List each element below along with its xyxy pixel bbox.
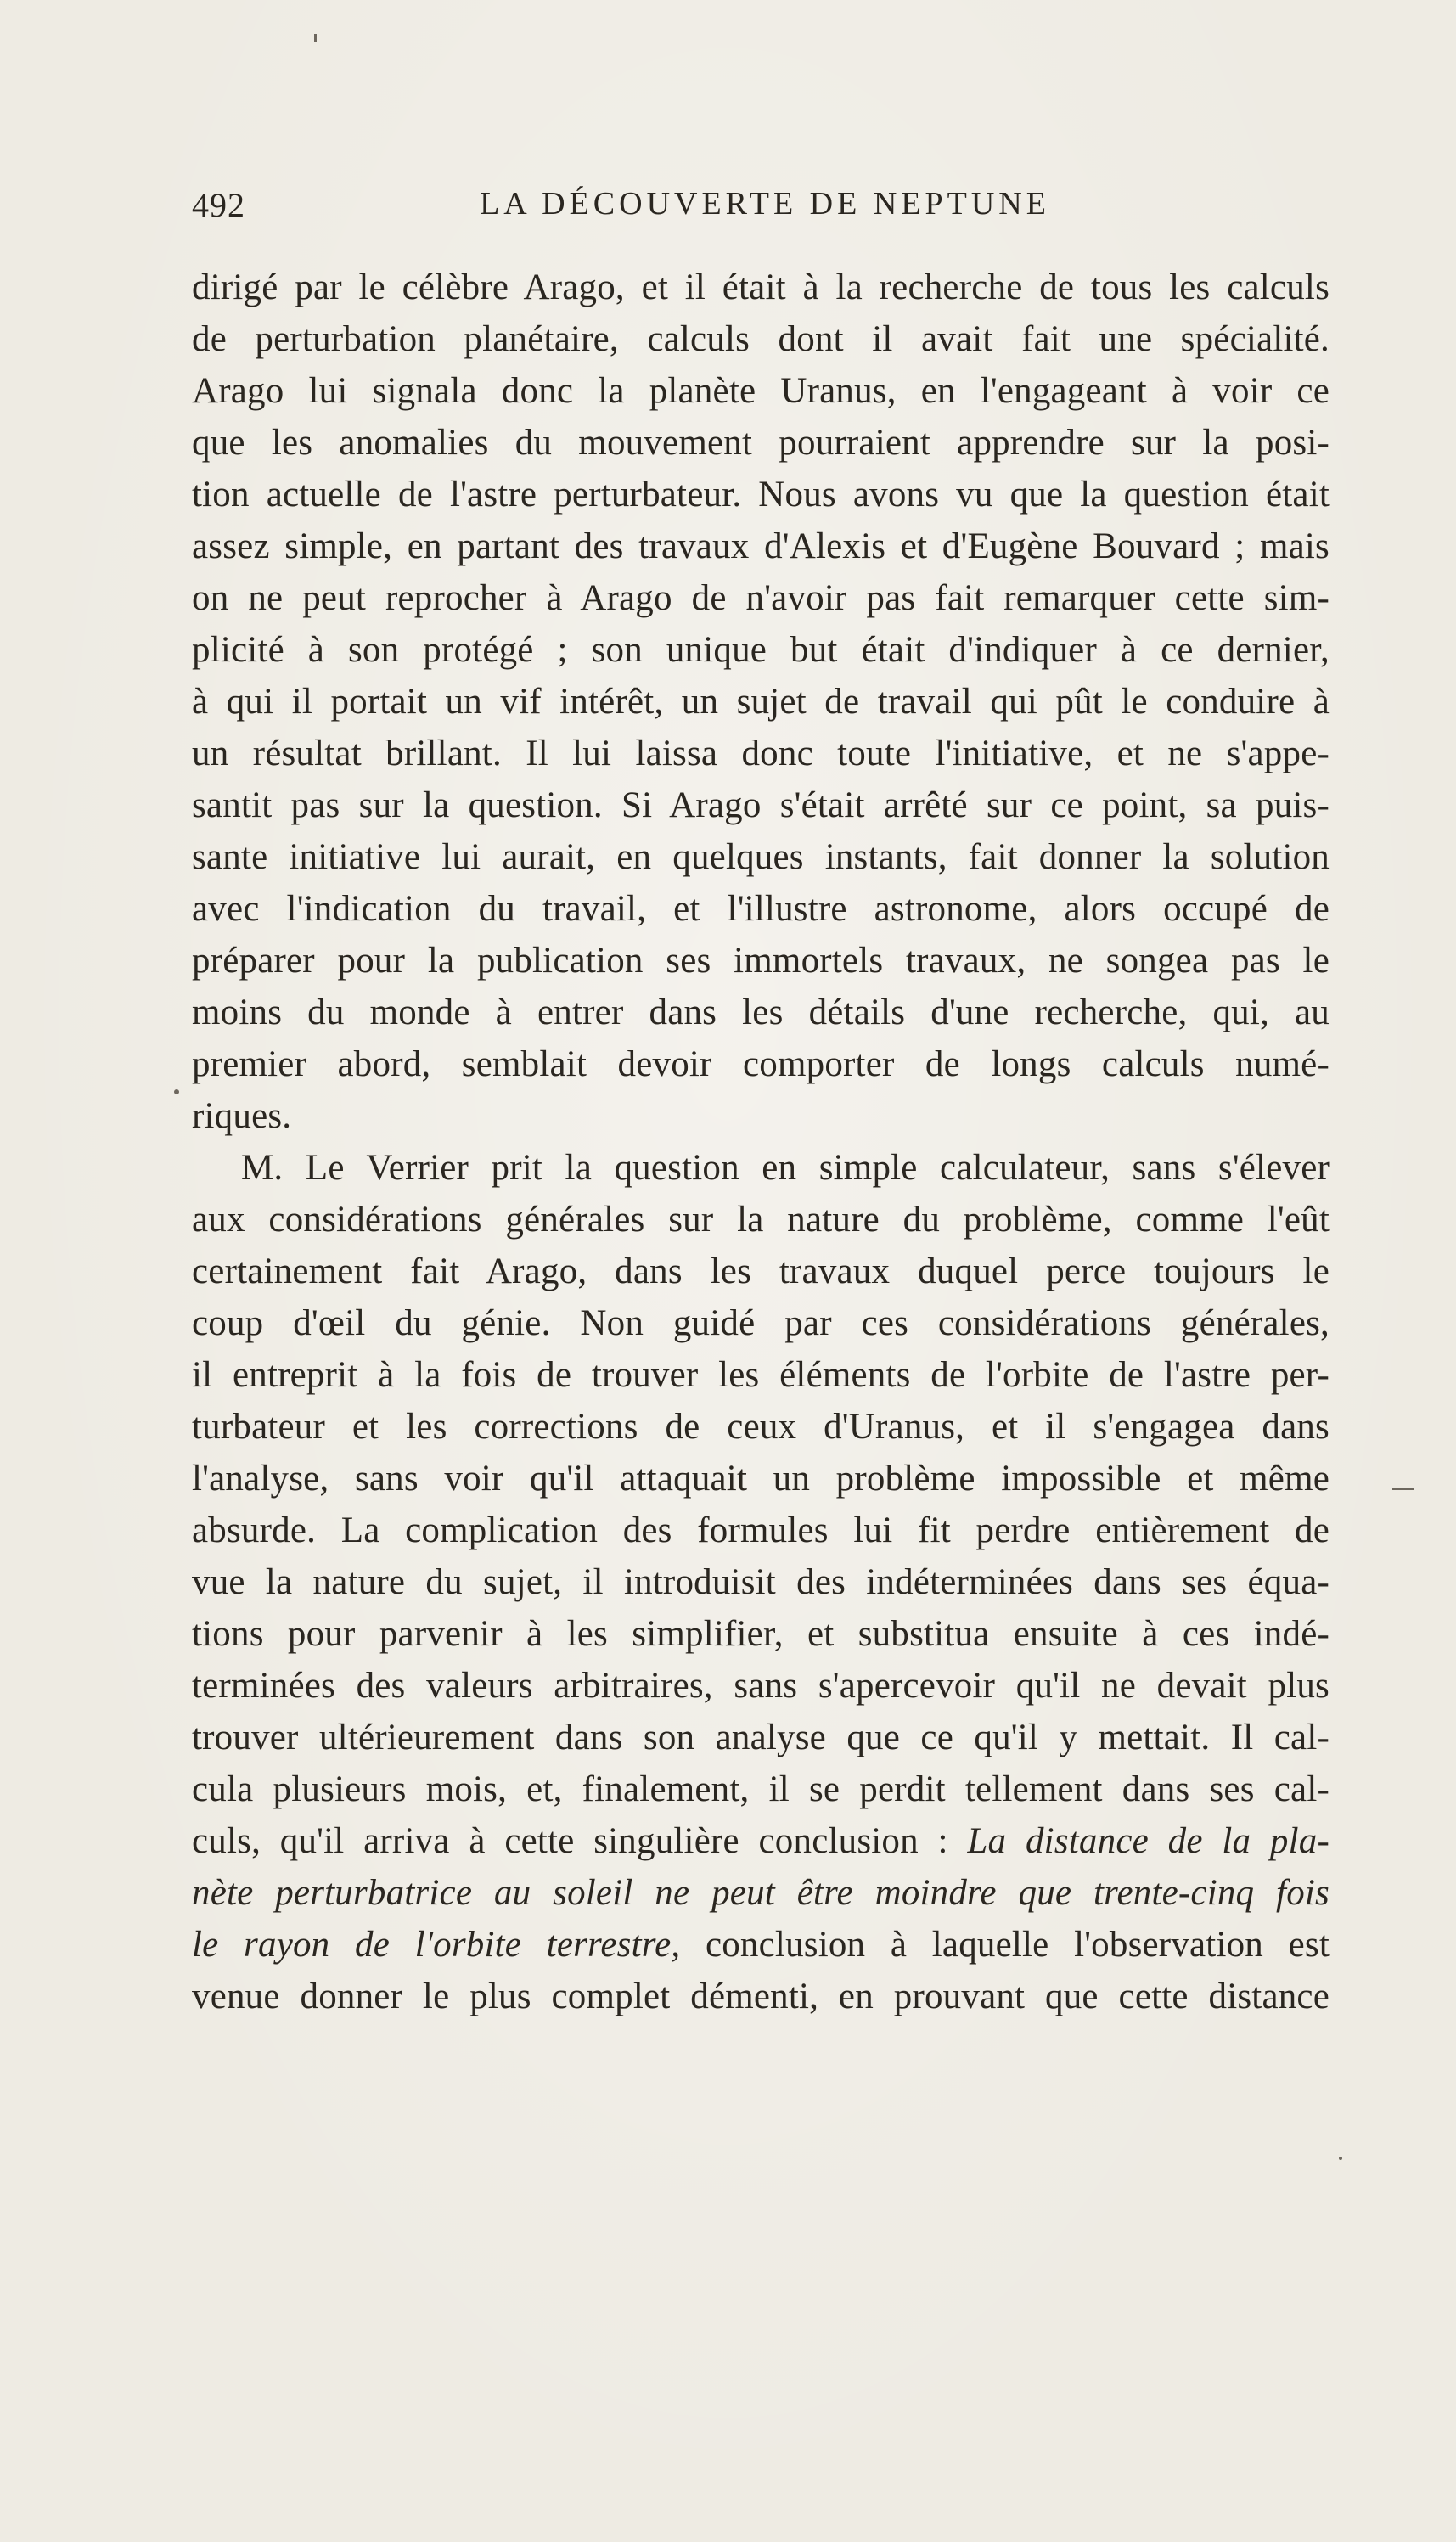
text-line: on ne peut reprocher à Arago de n'avoir pas fait remarquer cette sim- xyxy=(192,578,1330,618)
italic-line xyxy=(192,1867,1330,1919)
text-line: certainement fait Arago, dans les travaux duquel perce toujours le xyxy=(192,1251,1330,1291)
text-line: cula plusieurs mois, et, finalement, il se perdit tellement dans ses cal- xyxy=(192,1769,1330,1809)
italic-quote: La distance de la pla- xyxy=(967,1821,1330,1861)
page-number: 492 xyxy=(192,186,245,224)
italic-quote: le rayon de l'orbite terrestre xyxy=(192,1925,672,1965)
text-line: il entreprit à la fois de trouver les éléments de l'orbite de l'astre per- xyxy=(192,1355,1330,1395)
text-line: aux considérations générales sur la nature du problème, comme l'eût xyxy=(192,1200,1330,1240)
text-line: de perturbation planétaire, calculs dont il avait fait une spécialité. xyxy=(192,319,1330,359)
paragraph-start-line: M. Le Verrier prit la question en simple calculateur, sans s'élever xyxy=(241,1148,1330,1188)
text-line: avec l'indication du travail, et l'illustre astronome, alors occupé de xyxy=(192,889,1330,929)
text-line: trouver ultérieurement dans son analyse que ce qu'il y mettait. Il cal- xyxy=(192,1718,1330,1757)
text-line-with-italic xyxy=(192,1919,1330,1971)
scan-mark xyxy=(314,34,317,42)
paper-spot xyxy=(1339,2157,1342,2160)
body-text xyxy=(192,262,1330,2022)
margin-mark xyxy=(1392,1488,1414,1490)
text-line: riques. xyxy=(192,1096,292,1136)
text-line: tions pour parvenir à les simplifier, et substitua ensuite à ces indé- xyxy=(192,1614,1330,1654)
margin-spot xyxy=(174,1089,179,1094)
chapter-title: LA DÉCOUVERTE DE NEPTUNE xyxy=(480,186,1050,222)
text-line: santit pas sur la question. Si Arago s'était arrêté sur ce point, sa puis- xyxy=(192,785,1330,825)
text-span: , conclusion à laquelle l'observation est xyxy=(671,1925,1330,1965)
text-line: vue la nature du sujet, il introduisit des indéterminées dans ses équa- xyxy=(192,1562,1330,1602)
text-line: dirigé par le célèbre Arago, et il était à la recherche de tous les calculs xyxy=(192,267,1330,307)
text-line: absurde. La complication des formules lui fit perdre entièrement de xyxy=(192,1510,1330,1550)
text-span: culs, qu'il arriva à cette singulière conclusion : xyxy=(192,1821,968,1861)
text-line: à qui il portait un vif intérêt, un sujet de travail qui pût le conduire à xyxy=(192,682,1330,722)
text-line: Arago lui signala donc la planète Uranus, en l'engageant à voir ce xyxy=(192,371,1330,411)
text-line: terminées des valeurs arbitraires, sans s'apercevoir qu'il ne devait plus xyxy=(192,1666,1330,1706)
text-line: préparer pour la publication ses immortels travaux, ne songea pas le xyxy=(192,941,1330,981)
italic-quote: nète perturbatrice au soleil ne peut être moindre que trente-cinq fois xyxy=(192,1873,1330,1913)
text-line: plicité à son protégé ; son unique but était d'indiquer à ce dernier, xyxy=(192,630,1330,670)
text-line: turbateur et les corrections de ceux d'Uranus, et il s'engagea dans xyxy=(192,1407,1330,1447)
running-head xyxy=(192,185,1338,236)
text-line: que les anomalies du mouvement pourraient apprendre sur la posi- xyxy=(192,423,1330,463)
text-line: l'analyse, sans voir qu'il attaquait un problème impossible et même xyxy=(192,1459,1330,1499)
text-line: premier abord, semblait devoir comporter de longs calculs numé- xyxy=(192,1044,1330,1084)
text-line: sante initiative lui aurait, en quelques instants, fait donner la solution xyxy=(192,837,1330,877)
text-line-with-italic xyxy=(192,1815,1330,1867)
text-line: assez simple, en partant des travaux d'Alexis et d'Eugène Bouvard ; mais xyxy=(192,526,1330,566)
text-line: tion actuelle de l'astre perturbateur. Nous avons vu que la question était xyxy=(192,475,1330,515)
text-line: moins du monde à entrer dans les détails d'une recherche, qui, au xyxy=(192,993,1330,1032)
text-line: venue donner le plus complet démenti, en prouvant que cette distance xyxy=(192,1977,1330,2016)
text-line: un résultat brillant. Il lui laissa donc toute l'initiative, et ne s'appe- xyxy=(192,734,1330,773)
text-line: coup d'œil du génie. Non guidé par ces considérations générales, xyxy=(192,1303,1330,1343)
